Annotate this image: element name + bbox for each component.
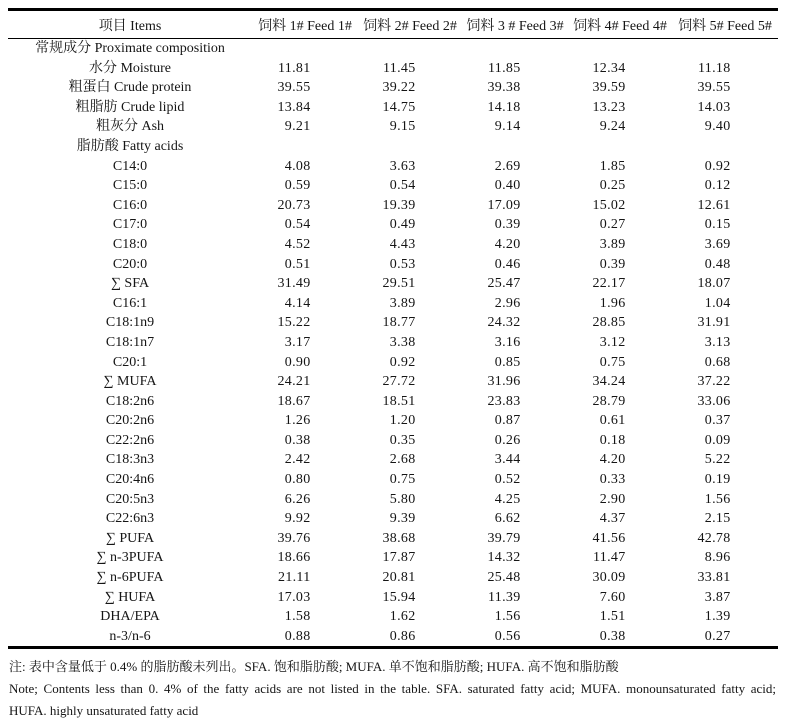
- cell-value: 4.20: [599, 452, 626, 468]
- table-row: [8, 274, 778, 294]
- cell-value: 11.85: [488, 60, 521, 76]
- table-row: [8, 333, 778, 353]
- cell-value: 0.49: [389, 217, 416, 233]
- cell-value: 15.02: [592, 197, 626, 213]
- cell-value: 18.77: [382, 315, 416, 331]
- cell-value: 0.52: [494, 472, 521, 488]
- cell-value: 1.58: [284, 609, 311, 625]
- table-row: [8, 431, 778, 451]
- cell-value: 0.18: [599, 432, 626, 448]
- section-label: 脂肪酸 Fatty acids: [76, 138, 184, 154]
- cell-value: 0.86: [389, 628, 416, 644]
- row-label: C18:0: [112, 236, 148, 252]
- cell-value: 13.84: [277, 99, 311, 115]
- cell-value: 20.73: [277, 197, 311, 213]
- cell-value: 1.51: [599, 609, 626, 625]
- cell-value: 3.63: [389, 158, 416, 174]
- row-label: C14:0: [112, 158, 148, 174]
- cell-value: 4.25: [494, 491, 521, 507]
- table-row: [8, 353, 778, 373]
- cell-value: 0.25: [599, 178, 626, 194]
- cell-value: 22.17: [592, 276, 626, 292]
- row-label: n-3/n-6: [109, 628, 151, 644]
- table-row: [8, 490, 778, 510]
- cell-value: 0.40: [494, 178, 521, 194]
- cell-value: 3.16: [494, 334, 521, 350]
- row-label: C20:0: [112, 256, 148, 272]
- row-label: ∑ n-3PUFA: [96, 550, 164, 566]
- table-header: [8, 10, 778, 39]
- cell-value: 3.89: [599, 236, 626, 252]
- cell-value: 15.22: [277, 315, 311, 331]
- cell-value: 3.13: [704, 334, 731, 350]
- cell-value: 41.56: [592, 530, 626, 546]
- cell-value: 42.78: [697, 530, 731, 546]
- table-footnotes: [9, 656, 776, 720]
- cell-value: 39.22: [382, 80, 416, 96]
- row-label: C20:5n3: [105, 491, 155, 507]
- feed-composition-table: [8, 8, 778, 649]
- cell-value: 9.14: [494, 119, 521, 135]
- cell-value: 4.37: [599, 511, 626, 527]
- cell-value: 0.19: [704, 472, 731, 488]
- cell-value: 12.61: [697, 197, 731, 213]
- table-row: [8, 196, 778, 216]
- column-header-feed1: 饲料 1# Feed 1#: [253, 10, 358, 39]
- table-row: [8, 392, 778, 412]
- cell-value: 39.55: [277, 80, 311, 96]
- cell-value: 9.21: [284, 119, 311, 135]
- cell-value: 14.18: [487, 99, 521, 115]
- section-row: [8, 137, 778, 157]
- cell-value: 37.22: [697, 374, 731, 390]
- cell-value: 0.38: [284, 432, 311, 448]
- table-row: [8, 59, 778, 79]
- cell-value: 1.96: [599, 295, 626, 311]
- cell-value: 4.43: [389, 236, 416, 252]
- cell-value: 7.60: [599, 589, 626, 605]
- table-row: [8, 157, 778, 177]
- cell-value: 0.51: [284, 256, 311, 272]
- table-row: [8, 450, 778, 470]
- cell-value: 11.39: [488, 589, 521, 605]
- cell-value: 18.66: [277, 550, 311, 566]
- cell-value: 17.03: [277, 589, 311, 605]
- table-row: [8, 627, 778, 648]
- table-row: [8, 588, 778, 608]
- cell-value: 11.47: [593, 550, 626, 566]
- cell-value: [463, 137, 568, 157]
- cell-value: 0.09: [704, 432, 731, 448]
- cell-value: 0.33: [599, 472, 626, 488]
- cell-value: 0.38: [599, 628, 626, 644]
- cell-value: 34.24: [592, 374, 626, 390]
- cell-value: 28.79: [592, 393, 626, 409]
- row-label: ∑ PUFA: [105, 530, 155, 546]
- row-label: C18:2n6: [105, 393, 155, 409]
- cell-value: 6.62: [494, 511, 521, 527]
- cell-value: [568, 137, 673, 157]
- row-label: ∑ MUFA: [103, 374, 157, 390]
- cell-value: [358, 39, 463, 59]
- cell-value: 3.69: [704, 236, 731, 252]
- cell-value: [253, 39, 358, 59]
- cell-value: 13.23: [592, 99, 626, 115]
- cell-value: 1.56: [704, 491, 731, 507]
- table-row: [8, 607, 778, 627]
- row-label: ∑ HUFA: [104, 589, 156, 605]
- table-row: [8, 313, 778, 333]
- cell-value: 0.37: [704, 413, 731, 429]
- cell-value: 0.61: [599, 413, 626, 429]
- cell-value: 18.07: [697, 276, 731, 292]
- cell-value: 28.85: [592, 315, 626, 331]
- cell-value: 31.91: [697, 315, 731, 331]
- cell-value: [673, 39, 778, 59]
- cell-value: 5.22: [704, 452, 731, 468]
- cell-value: 0.92: [389, 354, 416, 370]
- cell-value: 23.83: [487, 393, 521, 409]
- table-row: [8, 215, 778, 235]
- table-row: [8, 372, 778, 392]
- cell-value: 39.55: [697, 80, 731, 96]
- table-row: [8, 117, 778, 137]
- cell-value: 0.59: [284, 178, 311, 194]
- row-label: ∑ n-6PUFA: [96, 570, 164, 586]
- column-header-feed3: 饲料 3 # Feed 3#: [463, 10, 568, 39]
- cell-value: 11.81: [278, 60, 311, 76]
- cell-value: 0.54: [389, 178, 416, 194]
- cell-value: 39.76: [277, 530, 311, 546]
- row-label: DHA/EPA: [100, 609, 160, 625]
- cell-value: 25.47: [487, 276, 521, 292]
- cell-value: 27.72: [382, 374, 416, 390]
- cell-value: 0.54: [284, 217, 311, 233]
- cell-value: 12.34: [592, 60, 626, 76]
- cell-value: 0.39: [494, 217, 521, 233]
- row-label: 水分 Moisture: [88, 60, 172, 76]
- cell-value: 19.39: [382, 197, 416, 213]
- cell-value: 4.08: [284, 158, 311, 174]
- cell-value: 14.32: [487, 550, 521, 566]
- cell-value: 0.56: [494, 628, 521, 644]
- cell-value: 1.62: [389, 609, 416, 625]
- row-label: ∑ SFA: [110, 276, 150, 292]
- table-row: [8, 176, 778, 196]
- cell-value: 2.15: [704, 511, 731, 527]
- cell-value: 21.11: [278, 570, 311, 586]
- footnote-english-line1: Note; Contents less than 0. 4% of the fatty acids are not listed in the table. SFA. saturated fatty acid; MUFA. monounsaturated fatty acid;: [9, 681, 776, 697]
- cell-value: 24.21: [277, 374, 311, 390]
- cell-value: 3.12: [599, 334, 626, 350]
- column-header-feed4: 饲料 4# Feed 4#: [568, 10, 673, 39]
- row-label: C16:0: [112, 197, 148, 213]
- cell-value: 0.53: [389, 256, 416, 272]
- cell-value: 2.69: [494, 158, 521, 174]
- cell-value: 0.27: [599, 217, 626, 233]
- cell-value: 1.26: [284, 413, 311, 429]
- cell-value: 0.88: [284, 628, 311, 644]
- cell-value: 29.51: [382, 276, 416, 292]
- cell-value: 2.68: [389, 452, 416, 468]
- table-row: [8, 548, 778, 568]
- cell-value: 18.51: [382, 393, 416, 409]
- footnote-english-line2: HUFA. highly unsaturated fatty acid: [9, 703, 199, 719]
- row-label: C18:1n7: [105, 334, 155, 350]
- cell-value: 1.56: [494, 609, 521, 625]
- table-body: [8, 39, 778, 648]
- cell-value: 3.44: [494, 452, 521, 468]
- cell-value: 9.92: [284, 511, 311, 527]
- table-row: [8, 294, 778, 314]
- cell-value: 25.48: [487, 570, 521, 586]
- cell-value: 4.52: [284, 236, 311, 252]
- cell-value: 14.75: [382, 99, 416, 115]
- cell-value: [358, 137, 463, 157]
- section-row: [8, 39, 778, 59]
- cell-value: 15.94: [382, 589, 416, 605]
- row-label: C20:4n6: [105, 472, 155, 488]
- cell-value: 9.39: [389, 511, 416, 527]
- row-label: C20:1: [112, 354, 148, 370]
- table-row: [8, 98, 778, 118]
- cell-value: 9.24: [599, 119, 626, 135]
- column-header-feed5: 饲料 5# Feed 5#: [673, 10, 778, 39]
- cell-value: 20.81: [382, 570, 416, 586]
- header-row: [8, 10, 778, 39]
- row-label: 粗灰分 Ash: [95, 119, 165, 135]
- cell-value: 2.42: [284, 452, 311, 468]
- table-row: [8, 255, 778, 275]
- cell-value: 0.85: [494, 354, 521, 370]
- row-label: C18:3n3: [105, 452, 155, 468]
- cell-value: 39.79: [487, 530, 521, 546]
- table-row: [8, 470, 778, 490]
- row-label: C20:2n6: [105, 413, 155, 429]
- cell-value: 39.38: [487, 80, 521, 96]
- row-label: 粗脂肪 Crude lipid: [75, 99, 185, 115]
- cell-value: 0.12: [704, 178, 731, 194]
- table-row: [8, 411, 778, 431]
- cell-value: 9.15: [389, 119, 416, 135]
- table-row: [8, 78, 778, 98]
- table-row: [8, 509, 778, 529]
- section-label: 常规成分 Proximate composition: [35, 41, 225, 56]
- cell-value: 0.48: [704, 256, 731, 272]
- cell-value: 3.89: [389, 295, 416, 311]
- row-label: C18:1n9: [105, 315, 155, 331]
- cell-value: 1.85: [599, 158, 626, 174]
- table-row: [8, 235, 778, 255]
- table-row: [8, 568, 778, 588]
- cell-value: 0.87: [494, 413, 521, 429]
- cell-value: 31.49: [277, 276, 311, 292]
- cell-value: 2.96: [494, 295, 521, 311]
- cell-value: 14.03: [697, 99, 731, 115]
- cell-value: [568, 39, 673, 59]
- cell-value: 1.04: [704, 295, 731, 311]
- cell-value: 33.81: [697, 570, 731, 586]
- footnote-chinese: 注: 表中含量低于 0.4% 的脂肪酸未列出。SFA. 饱和脂肪酸; MUFA. 单不饱和脂肪酸; HUFA. 高不饱和脂肪酸: [9, 659, 619, 675]
- cell-value: 33.06: [697, 393, 731, 409]
- cell-value: 0.35: [389, 432, 416, 448]
- cell-value: 0.75: [389, 472, 416, 488]
- cell-value: 24.32: [487, 315, 521, 331]
- column-header-feed2: 饲料 2# Feed 2#: [358, 10, 463, 39]
- cell-value: 0.26: [494, 432, 521, 448]
- cell-value: 30.09: [592, 570, 626, 586]
- cell-value: 3.87: [704, 589, 731, 605]
- row-label: C16:1: [112, 295, 148, 311]
- cell-value: 0.27: [704, 628, 731, 644]
- cell-value: 0.15: [704, 217, 731, 233]
- cell-value: 5.80: [389, 491, 416, 507]
- row-label: 粗蛋白 Crude protein: [68, 80, 192, 96]
- cell-value: 1.20: [389, 413, 416, 429]
- cell-value: 11.18: [698, 60, 731, 76]
- cell-value: 18.67: [277, 393, 311, 409]
- column-header-items: 项目 Items: [8, 10, 253, 39]
- row-label: C15:0: [112, 178, 148, 194]
- table-row: [8, 529, 778, 549]
- cell-value: 38.68: [382, 530, 416, 546]
- cell-value: 3.38: [389, 334, 416, 350]
- cell-value: 0.68: [704, 354, 731, 370]
- cell-value: 1.39: [704, 609, 731, 625]
- cell-value: 6.26: [284, 491, 311, 507]
- cell-value: 17.09: [487, 197, 521, 213]
- row-label: C17:0: [112, 217, 148, 233]
- cell-value: 0.75: [599, 354, 626, 370]
- cell-value: 39.59: [592, 80, 626, 96]
- cell-value: 11.45: [383, 60, 416, 76]
- row-label: C22:2n6: [105, 432, 155, 448]
- cell-value: 8.96: [704, 550, 731, 566]
- cell-value: 0.90: [284, 354, 311, 370]
- row-label: C22:6n3: [105, 511, 155, 527]
- cell-value: 0.80: [284, 472, 311, 488]
- cell-value: [253, 137, 358, 157]
- cell-value: 17.87: [382, 550, 416, 566]
- cell-value: 2.90: [599, 491, 626, 507]
- cell-value: 3.17: [284, 334, 311, 350]
- cell-value: 0.92: [704, 158, 731, 174]
- cell-value: [463, 39, 568, 59]
- cell-value: 0.46: [494, 256, 521, 272]
- cell-value: 31.96: [487, 374, 521, 390]
- cell-value: 4.20: [494, 236, 521, 252]
- cell-value: 9.40: [704, 119, 731, 135]
- cell-value: 4.14: [284, 295, 311, 311]
- cell-value: [673, 137, 778, 157]
- cell-value: 0.39: [599, 256, 626, 272]
